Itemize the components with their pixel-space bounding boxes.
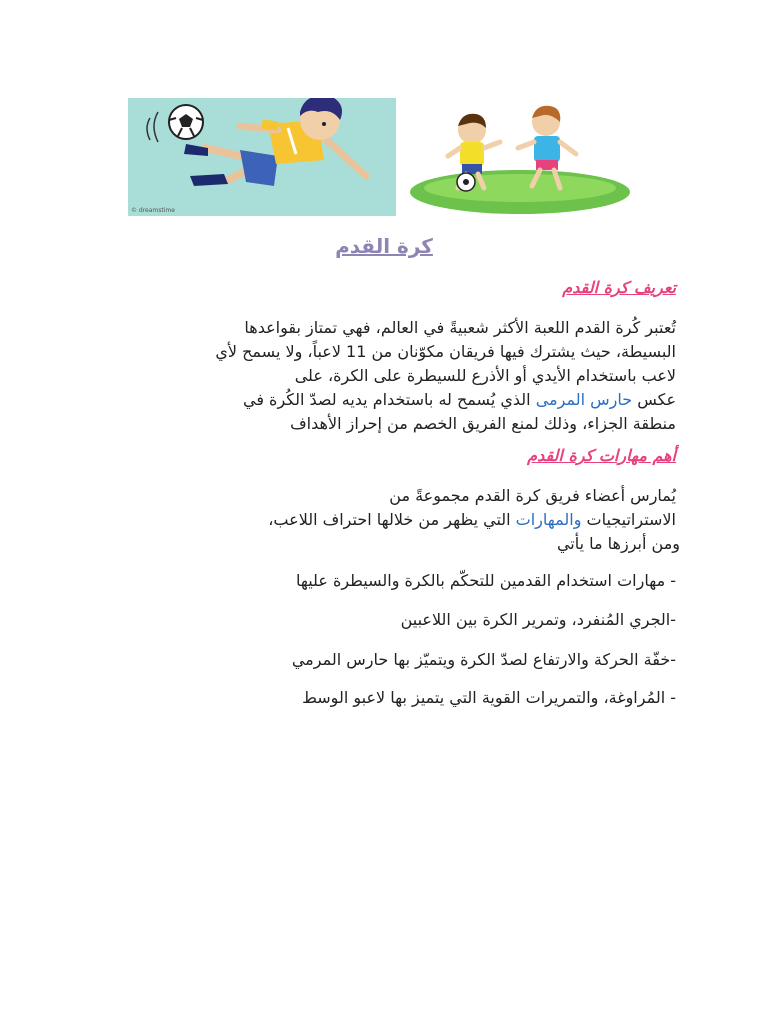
paragraph-line: منطقة الجزاء، وذلك لمنع الفريق الخصم من إحراز الأهداف (290, 414, 676, 433)
paragraph-line: ومن أبرزها ما يأتي (556, 534, 680, 553)
skill-bullet: -خفّة الحركة والارتفاع لصدّ الكرة ويتميّز بها حارس المرمي (291, 650, 676, 669)
text-segment: التي يظهر من خلالها احتراف اللاعب، (268, 510, 516, 529)
paragraph-line: البسيطة، حيث يشترك فيها فريقان مكوّنان من 11 لاعباً، ولا يسمح لأي (215, 342, 676, 361)
skill-bullet: - مهارات استخدام القدمين للتحكّم بالكرة والسيطرة عليها (295, 571, 676, 590)
soccer-ball-icon (169, 105, 203, 139)
section2-heading: أهم مهارات كرة القدم (527, 446, 676, 465)
text-segment: عكس (632, 390, 676, 409)
goalkeeper-link[interactable]: حارس المرمى (535, 390, 633, 409)
section2-paragraph (268, 484, 680, 556)
paragraph-line (268, 508, 676, 532)
page-title: كرة القدم (335, 234, 433, 258)
skill-bullet: - المُراوغة، والتمريرات القوية التي يتميز بها لاعبو الوسط (302, 688, 676, 707)
skill-bullet: -الجري المُنفرد، وتمرير الكرة بين اللاعبين (400, 610, 676, 629)
skills-link[interactable]: والمهارات (515, 510, 582, 529)
kids-playing-image (400, 96, 640, 216)
soccer-kid-illustration (128, 98, 396, 216)
paragraph-line: تُعتبر كُرة القدم اللعبة الأكثر شعبيةً في العالم، فهي تمتاز بقواعدها (244, 318, 676, 337)
kids-playing-illustration (400, 96, 640, 216)
paragraph-line (215, 388, 676, 412)
image-credit: © dreamstime (131, 207, 175, 214)
paragraph-line: يُمارس أعضاء فريق كرة القدم مجموعةً من (389, 486, 676, 505)
paragraph-line: لاعب باستخدام الأيدي أو الأذرع للسيطرة على الكرة، على (294, 366, 676, 385)
soccer-ball-icon (457, 173, 475, 191)
section1-heading: تعريف كرة القدم (562, 278, 676, 297)
soccer-kid-image (128, 98, 396, 216)
section1-paragraph (215, 316, 676, 436)
text-segment: الاستراتيجيات (581, 510, 676, 529)
text-segment: الذي يُسمح له باستخدام يديه لصدّ الكُرة في (242, 390, 536, 409)
